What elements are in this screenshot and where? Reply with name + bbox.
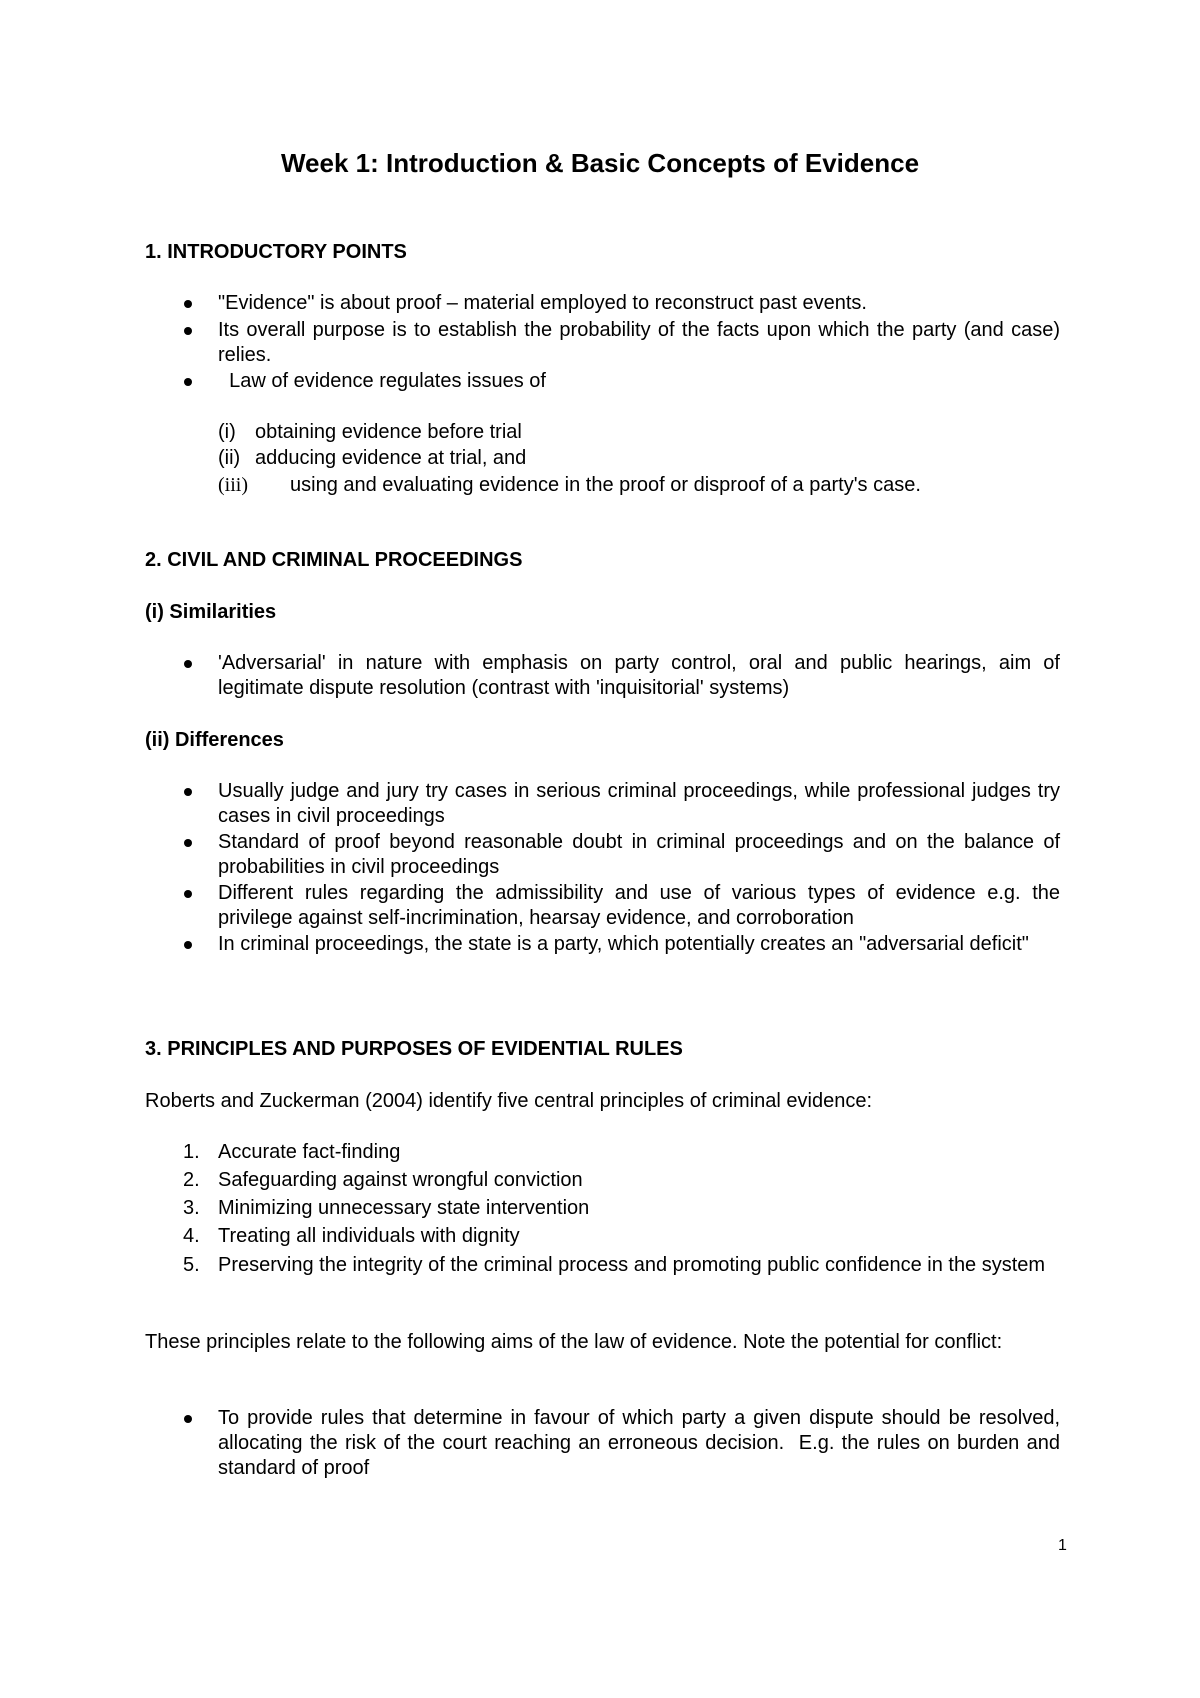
paragraph: Roberts and Zuckerman (2004) identify five central principles of criminal evidence:: [145, 1090, 873, 1112]
sublist-item: adducing evidence at trial, and: [255, 447, 527, 469]
section-heading-civil-criminal: 2. CIVIL AND CRIMINAL PROCEEDINGS: [145, 549, 523, 571]
list-item: Minimizing unnecessary state intervention: [218, 1197, 590, 1219]
list-item: "Evidence" is about proof – material employed to reconstruct past events.: [218, 292, 867, 314]
list-number: 3.: [183, 1197, 200, 1219]
list-item: To provide rules that determine in favour of which party a given dispute should be resolved, allocating the risk of the court reaching an erroneous decision. E.g. the rules on burden and standard of proof: [218, 1407, 1066, 1479]
page-title: Week 1: Introduction & Basic Concepts of Evidence: [280, 148, 920, 178]
list-item: 'Adversarial' in nature with emphasis on party control, oral and public hearings, aim of legitimate dispute resolution (contrast with 'inquisitorial' systems): [218, 652, 1060, 699]
list-item: Preserving the integrity of the criminal process and promoting public confidence in the system: [218, 1254, 1046, 1276]
list-number: 2.: [183, 1169, 200, 1191]
list-item: Accurate fact-finding: [218, 1141, 401, 1163]
list-item: Usually judge and jury try cases in serious criminal proceedings, while professional judges try cases in civil proceedings: [218, 780, 1060, 827]
sublist-label: (iii): [218, 474, 248, 496]
list-item: Different rules regarding the admissibility and use of various types of evidence e.g. the privilege against self-incrimination, hearsay evidence, and corroboration: [218, 882, 1060, 929]
list-number: 4.: [183, 1225, 200, 1247]
page-number: 1: [1058, 1537, 1067, 1554]
list-item: Its overall purpose is to establish the probability of the facts upon which the party (and case) relies.: [218, 319, 1060, 366]
sublist-label: (ii): [218, 447, 241, 469]
sublist-label: (i): [218, 421, 236, 443]
list-item: Standard of proof beyond reasonable doubt in criminal proceedings and on the balance of probabilities in civil proceedings: [218, 831, 1060, 878]
list-number: 5.: [183, 1254, 200, 1276]
sublist-item: using and evaluating evidence in the proof or disproof of a party's case.: [290, 474, 921, 496]
list-item: Law of evidence regulates issues of: [218, 370, 546, 392]
sublist-item: obtaining evidence before trial: [255, 421, 522, 443]
list-item: Safeguarding against wrongful conviction: [218, 1169, 583, 1191]
section-heading-principles: 3. PRINCIPLES AND PURPOSES OF EVIDENTIAL RULES: [145, 1038, 683, 1060]
list-item: Treating all individuals with dignity: [218, 1225, 520, 1247]
section-heading-introductory-points: 1. INTRODUCTORY POINTS: [145, 241, 407, 263]
list-item: In criminal proceedings, the state is a party, which potentially creates an "adversarial deficit": [218, 933, 1029, 955]
paragraph: These principles relate to the following aims of the law of evidence. Note the potential for conflict:: [145, 1331, 1003, 1353]
subheading-differences: (ii) Differences: [145, 729, 284, 751]
list-number: 1.: [183, 1141, 200, 1163]
subheading-similarities: (i) Similarities: [145, 601, 277, 623]
